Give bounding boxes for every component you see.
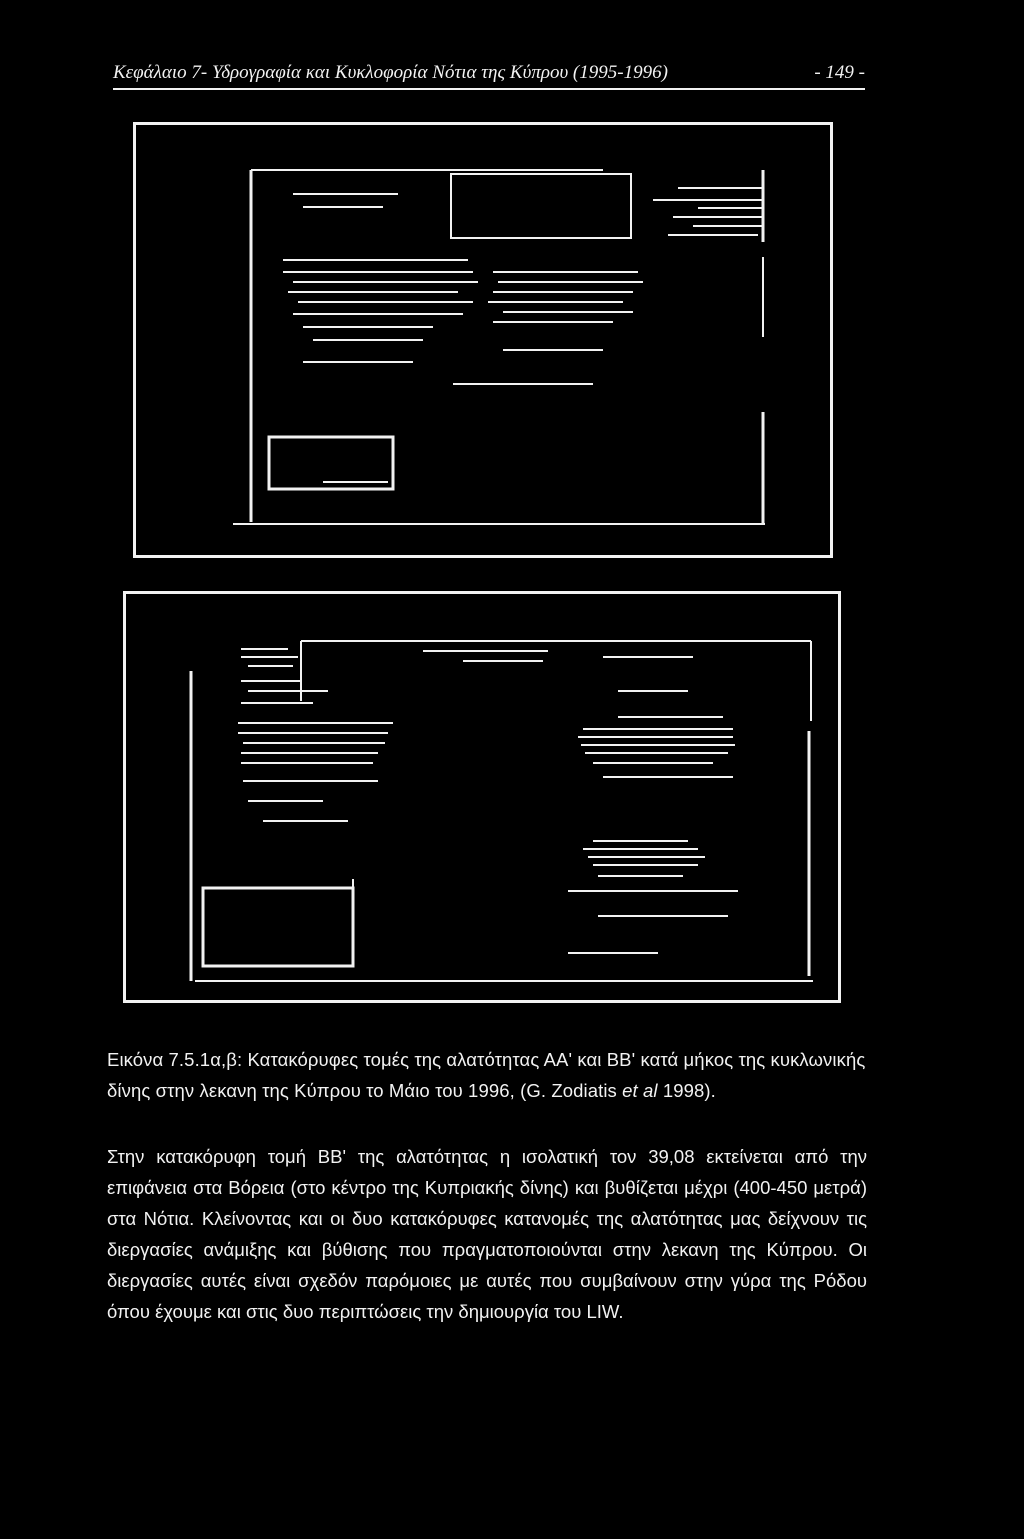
chapter-title: Κεφάλαιο 7- Υδρογραφία και Κυκλοφορία Νότια της Κύπρου (1995-1996) (113, 62, 668, 83)
figure-b-salinity-section-bb (123, 591, 841, 1003)
page-number: - 149 - (814, 62, 865, 83)
caption-et-al: et al (622, 1080, 658, 1101)
page-header (113, 62, 865, 90)
body-paragraph: Στην κατακόρυφη τομή ΒΒ' της αλατότητας η ισολατική τον 39,08 εκτείνεται από την επιφάνεια στα Βόρεια (στο κέντρο της Κυπριακής δίνης) και βυθίζεται μέχρι (400-450 μετρά) στα Νότια. Κλείνοντας και οι δυο κατακόρυφες κατανομές της αλατότητας μας δείχνουν τις διεργασίες ανάμιξης και βύθισης που πραγματοποιούνται στην λεκανη της Κύπρου. Οι διεργασίες αυτές είναι σχεδόν παρόμοιες με αυτές που συμβαίνουν στην γύρα της Ρόδου όπου έχουμε και στις δυο περιπτώσεις την δημιουργία του LIW. (107, 1146, 867, 1322)
figure-a-plot (133, 122, 833, 558)
figure-a-salinity-section-aa (133, 122, 833, 558)
figure-b-frame (125, 593, 840, 1002)
figure-caption (107, 1044, 867, 1106)
caption-year: 1998). (657, 1080, 716, 1101)
figure-b-plot (123, 591, 841, 1003)
caption-text: Εικόνα 7.5.1α,β: Κατακόρυφες τομές της αλατότητας ΑΑ' και ΒΒ' κατά μήκος της κυκλωνικής δίνης στην λεκανη της Κύπρου το Μάιο του 1996, (G. Zodiatis (107, 1049, 866, 1101)
